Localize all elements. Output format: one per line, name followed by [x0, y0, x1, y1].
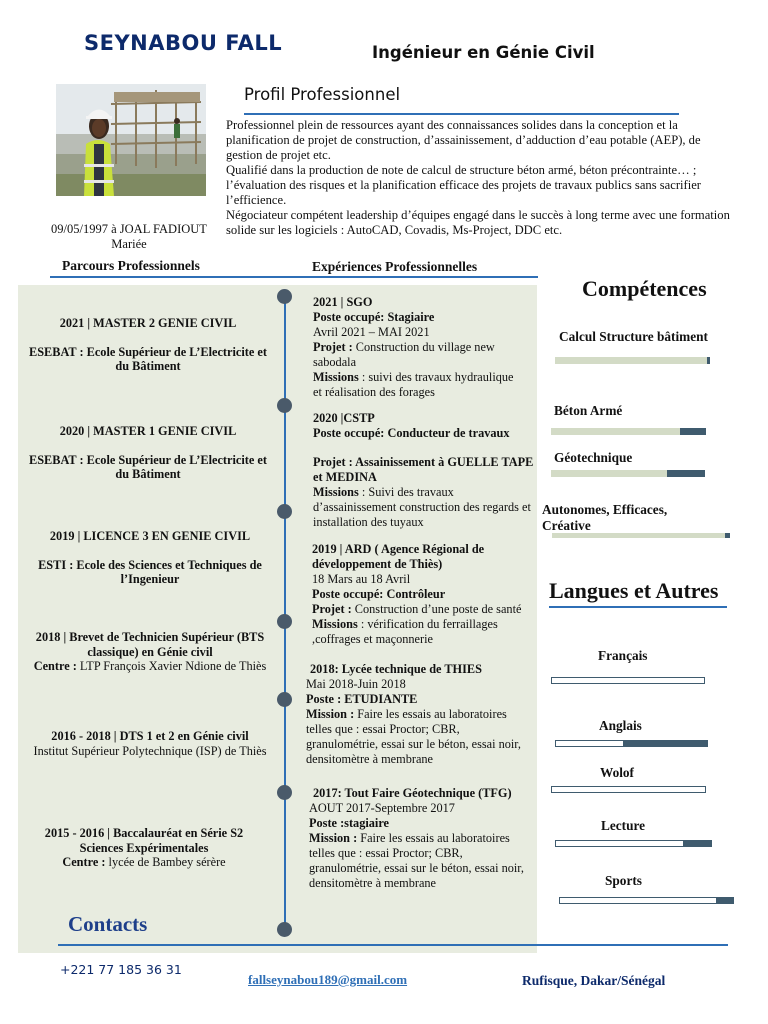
experience-position: Poste occupé: Conducteur de travaux	[313, 426, 510, 440]
education-entry	[26, 826, 262, 870]
timeline-dot	[277, 692, 292, 707]
language-label: Anglais	[599, 718, 642, 733]
experience-missions: : Suivi des travaux d’assainissement construction des regards et installation des tuyaux	[313, 485, 531, 529]
timeline-dot	[277, 398, 292, 413]
skill-bar-fill	[551, 428, 680, 435]
education-entry	[28, 316, 268, 374]
experience-project: Projet : Assainissement à GUELLE TAPE et MEDINA	[313, 455, 534, 484]
experience-entry	[313, 295, 525, 400]
experience-position: Poste : ETUDIANTE	[306, 692, 418, 706]
experience-title: 2019 | ARD ( Agence Régional de développement de Thiès)	[312, 542, 485, 571]
skill-bar-fill	[551, 470, 667, 477]
experience-project: Construction du village new sabodala	[313, 340, 495, 369]
job-title: Ingénieur en Génie Civil	[372, 43, 595, 62]
experience-project-label: Projet :	[312, 602, 352, 616]
skill-bar	[551, 428, 706, 435]
language-bar	[559, 897, 734, 904]
language-bar-fill	[552, 678, 704, 683]
timeline-dot	[277, 614, 292, 629]
profile-paragraph: Négociateur compétent leadership d’équipes engagé dans le succès à long terme avec une formation solide sur les logiciels : AutoCAD, Covadis, Ms-Project, DDC etc.	[226, 208, 730, 237]
education-school: lycée de Bambey sérère	[108, 855, 226, 869]
education-center-label: Centre :	[33, 659, 77, 673]
skill-label: Autonomes, Efficaces, Créative	[542, 502, 668, 533]
experience-position: Poste :stagiaire	[309, 816, 390, 830]
education-school: LTP François Xavier Ndione de Thiès	[79, 659, 267, 673]
education-entry	[28, 529, 272, 587]
experience-position: Poste occupé: Contrôleur	[312, 587, 446, 601]
experience-entry	[312, 542, 534, 647]
skills-heading: Compétences	[582, 276, 707, 301]
language-bar-fill	[552, 787, 705, 792]
experience-date: AOUT 2017-Septembre 2017	[309, 801, 455, 815]
profile-divider	[244, 113, 679, 115]
education-school: ESEBAT : Ecole Supérieur de L’Electricite et du Bâtiment	[29, 452, 267, 481]
education-entry	[22, 630, 278, 674]
phone-number: +221 77 185 36 31	[60, 962, 182, 977]
language-bar	[555, 740, 708, 747]
skill-bar-fill	[555, 357, 707, 364]
education-title: 2015 - 2016 | Baccalauréat en Série S2 Sciences Expérimentales	[44, 826, 244, 855]
experience-missions-label: Mission :	[309, 831, 358, 845]
experience-entry	[313, 411, 535, 530]
experience-date: 18 Mars au 18 Avril	[312, 572, 411, 586]
location: Rufisque, Dakar/Sénégal	[522, 973, 666, 988]
profile-heading: Profil Professionnel	[244, 85, 401, 104]
timeline-dot	[277, 922, 292, 937]
skill-bar-fill	[552, 533, 725, 538]
experience-missions: : suivi des travaux hydraulique et réalisation des forages	[313, 370, 514, 399]
experience-entry	[309, 786, 537, 891]
education-title: 2016 - 2018 | DTS 1 et 2 en Génie civil	[51, 729, 249, 743]
skill-label: Calcul Structure bâtiment	[559, 329, 708, 344]
experiences-heading: Expériences Professionnelles	[312, 259, 478, 274]
language-bar	[551, 677, 705, 684]
experience-title: 2020 |CSTP	[313, 411, 375, 425]
experience-title: 2021 | SGO	[313, 295, 373, 309]
experience-missions-label: Mission :	[306, 707, 355, 721]
experience-project-label: Projet :	[313, 340, 353, 354]
language-bar-fill	[560, 898, 716, 903]
experience-date: Mai 2018-Juin 2018	[306, 677, 406, 691]
timeline-dot	[277, 504, 292, 519]
languages-divider	[549, 606, 727, 608]
experience-missions-label: Missions	[312, 617, 358, 631]
skill-bar	[551, 470, 705, 477]
parcours-heading: Parcours Professionnels	[62, 258, 200, 273]
languages-heading: Langues et Autres	[549, 578, 719, 603]
experience-entry	[306, 662, 534, 767]
experience-title: 2017: Tout Faire Géotechnique (TFG)	[313, 786, 512, 800]
timeline-dot	[277, 785, 292, 800]
section-divider	[50, 276, 538, 278]
language-label: Français	[598, 648, 648, 663]
experience-missions-label: Missions	[313, 370, 359, 384]
education-title: 2019 | LICENCE 3 EN GENIE CIVIL	[49, 529, 251, 543]
language-bar-fill	[556, 741, 623, 746]
contacts-divider	[58, 944, 728, 946]
language-label: Sports	[605, 873, 642, 888]
education-school: ESTI : Ecole des Sciences et Techniques de l’Ingenieur	[38, 557, 262, 586]
skill-bar	[552, 533, 730, 538]
education-title: 2021 | MASTER 2 GENIE CIVIL	[59, 316, 237, 330]
education-title: 2018 | Brevet de Technicien Supérieur (BTS classique) en Génie civil	[35, 630, 265, 659]
language-bar-fill	[556, 841, 683, 846]
birth-info	[40, 222, 218, 252]
experience-position: Poste occupé: Stagiaire	[313, 310, 435, 324]
language-bar	[555, 840, 712, 847]
candidate-name: SEYNABOU FALL	[84, 31, 283, 55]
skill-bar	[555, 357, 710, 364]
education-school: ESEBAT : Ecole Supérieur de L’Electricite et du Bâtiment	[29, 344, 267, 373]
marital-status: Mariée	[111, 237, 147, 251]
profile-text	[226, 118, 738, 238]
education-entry	[28, 424, 268, 482]
education-center-label: Centre :	[62, 855, 106, 869]
timeline-dot	[277, 289, 292, 304]
education-title: 2020 | MASTER 1 GENIE CIVIL	[59, 424, 237, 438]
language-label: Wolof	[600, 765, 634, 780]
profile-paragraph: Qualifié dans la production de note de calcul de structure béton armé, béton précontrainte… ; l’évaluation des risques et la planification efficace des projets de travaux publics sans sacrifier l’efficience.	[226, 163, 702, 207]
education-school: Institut Supérieur Polytechnique (ISP) de Thiès	[33, 743, 267, 758]
experience-project: Construction d’une poste de santé	[354, 602, 522, 616]
skill-label: Béton Armé	[554, 403, 623, 418]
profile-paragraph: Professionnel plein de ressources ayant des connaissances solides dans la conception et la planification de projet de construction, d’assainissement, d’adduction d’eau potable (AEP), de gestion de projet etc.	[226, 118, 701, 162]
experience-date: Avril 2021 – MAI 2021	[313, 325, 430, 339]
birth-date-place: 09/05/1997 à JOAL FADIOUT	[51, 222, 207, 236]
language-bar	[551, 786, 706, 793]
language-label: Lecture	[601, 818, 646, 833]
experience-missions: Faire les essais au laboratoires telles que : essai Proctor; CBR, granulométrie, essai sur le béton, essai noir, densitomètre à membrane	[306, 707, 521, 766]
education-entry	[30, 729, 270, 758]
experience-title: 2018: Lycée technique de THIES	[310, 662, 482, 676]
experience-missions: : vérification du ferraillages ,coffrages et maçonnerie	[312, 617, 498, 646]
skill-label: Géotechnique	[554, 450, 633, 465]
experience-missions-label: Missions	[313, 485, 359, 499]
profile-photo	[56, 84, 206, 196]
experience-missions: Faire les essais au laboratoires telles que : essai Proctor; CBR, granulométrie, essai sur le béton, essai noir, densitomètre à membrane	[309, 831, 524, 890]
contacts-heading: Contacts	[68, 912, 148, 936]
email-link[interactable]: fallseynabou189@gmail.com	[248, 972, 408, 987]
